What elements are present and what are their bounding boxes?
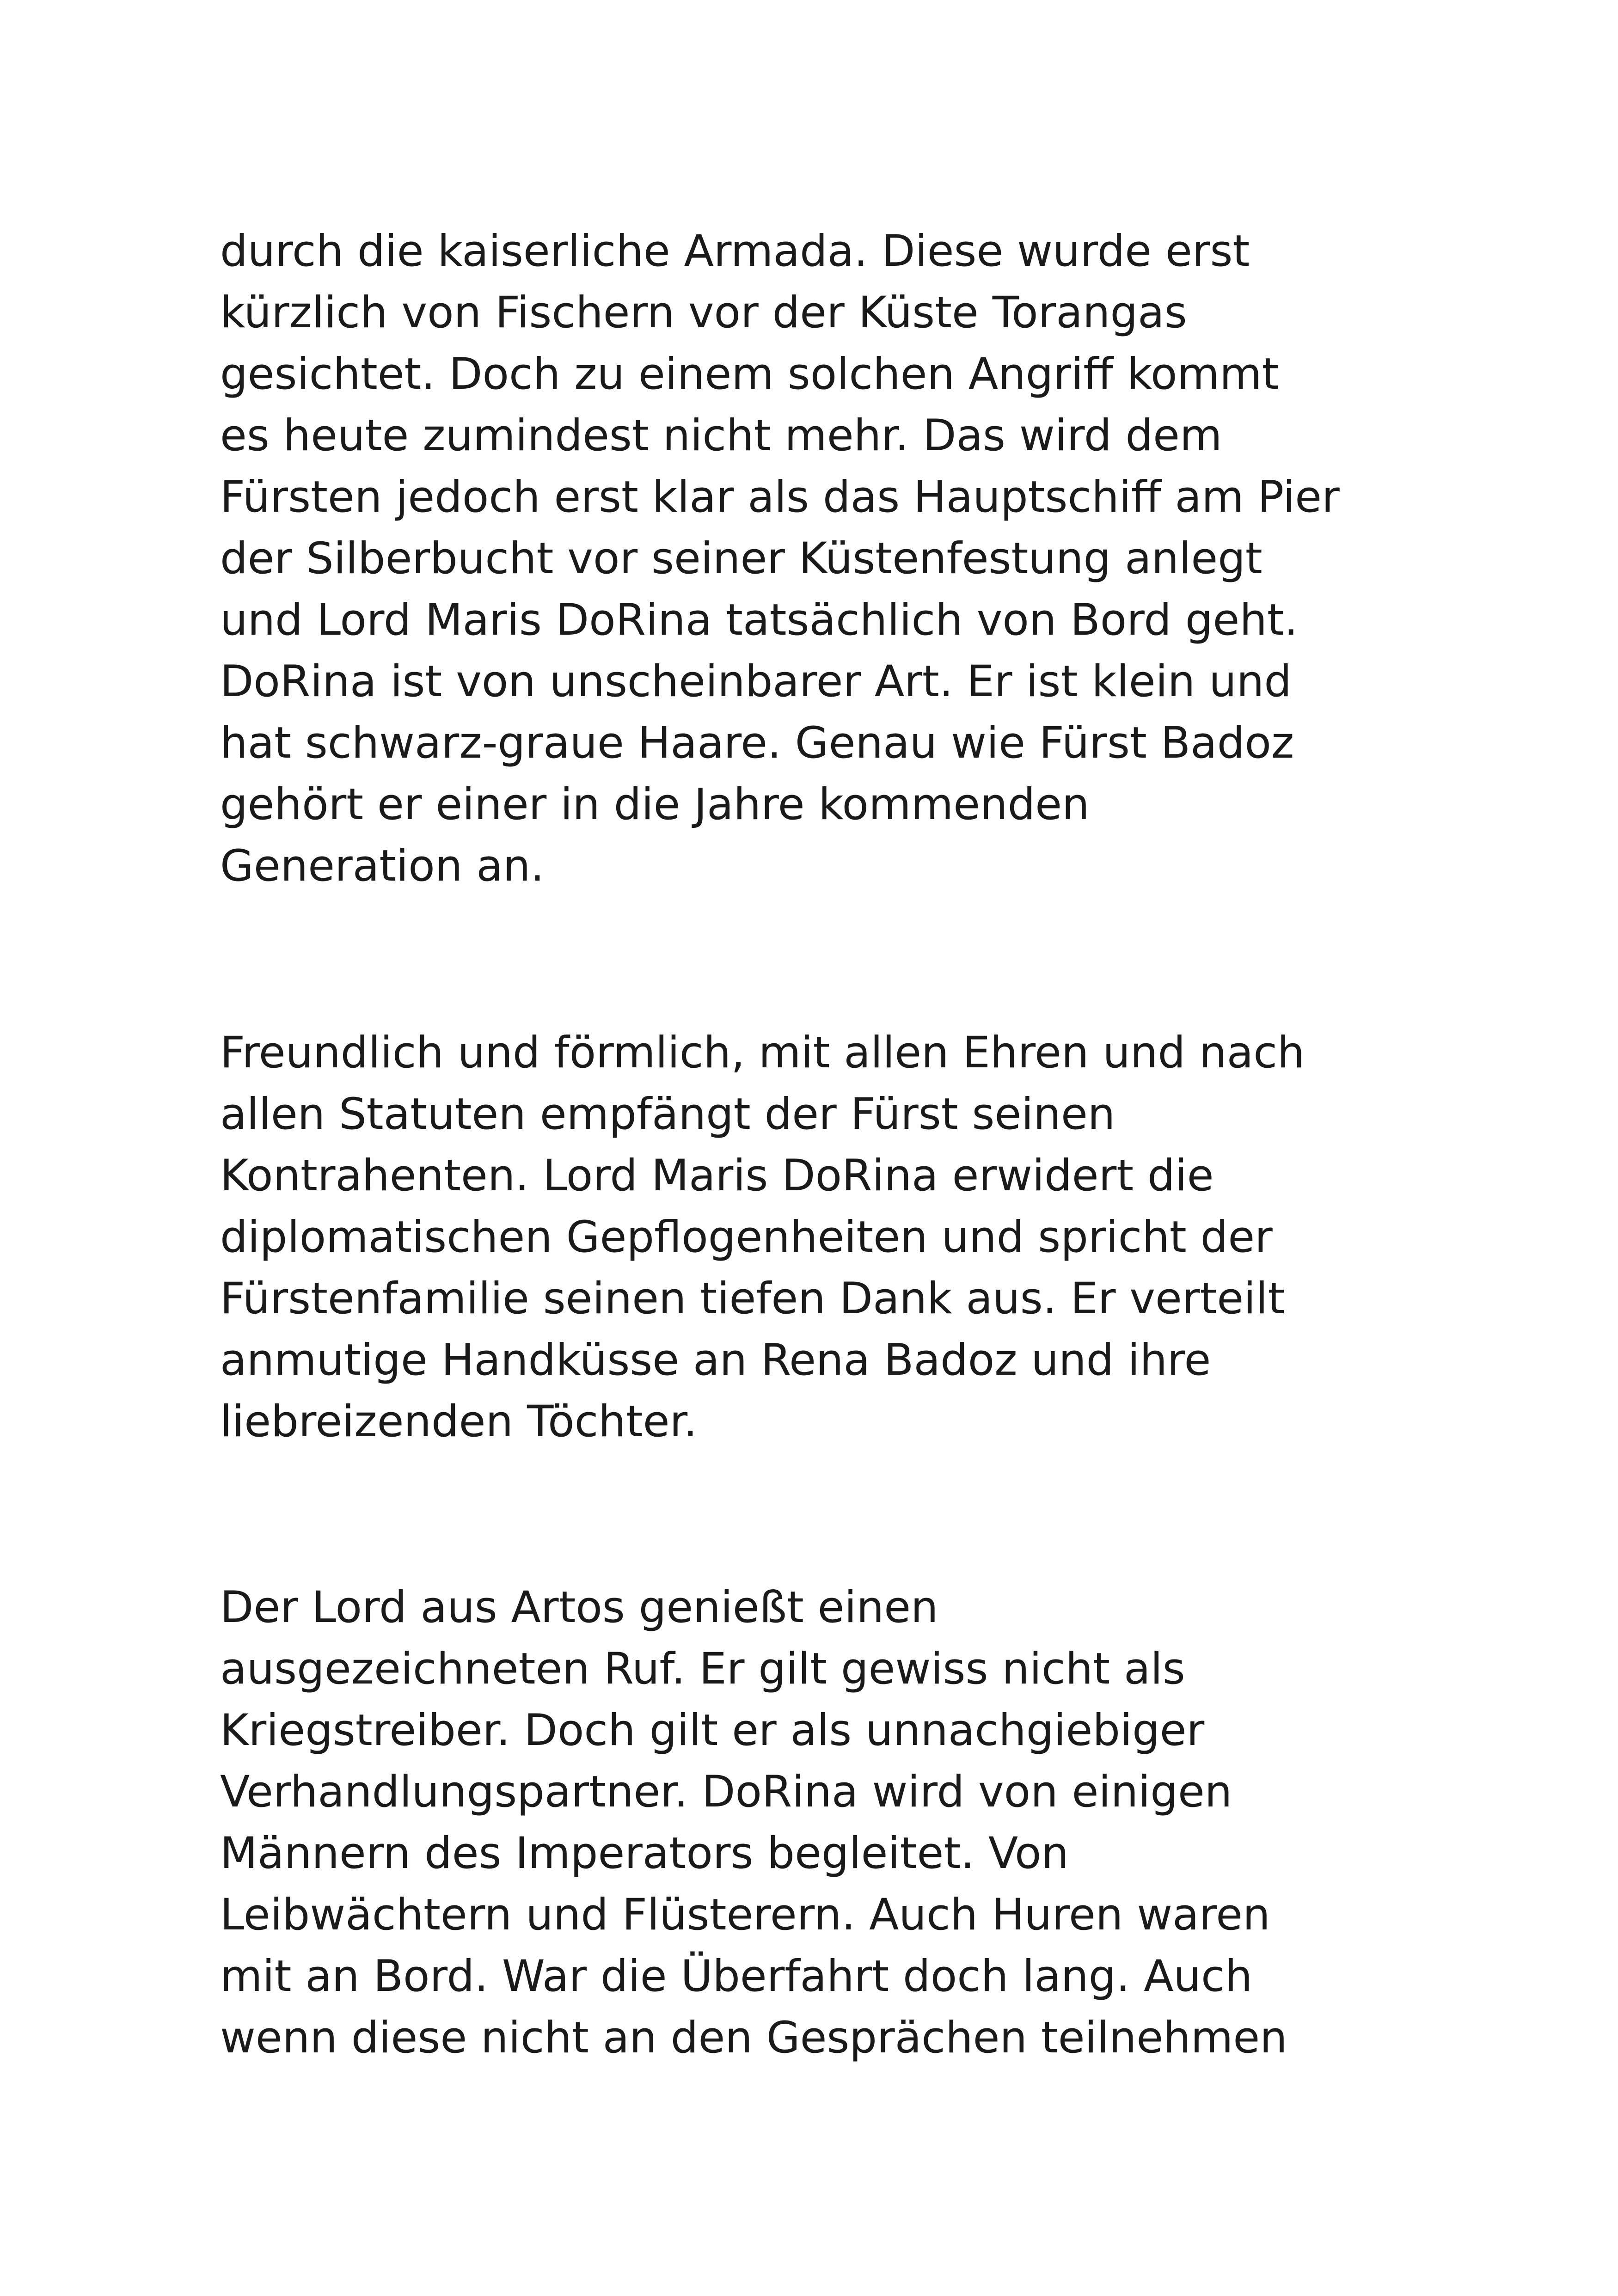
text-line: wenn diese nicht an den Gesprächen teilnehmen <box>220 2013 1287 2063</box>
text-line: Fürstenfamilie seinen tiefen Dank aus. Er verteilt <box>220 1274 1285 1324</box>
text-line: es heute zumindest nicht mehr. Das wird dem <box>220 410 1222 461</box>
text-line: Generation an. <box>220 841 545 891</box>
text-line: hat schwarz-graue Haare. Genau wie Fürst Badoz <box>220 718 1294 768</box>
text-line: allen Statuten empfängt der Fürst seinen <box>220 1089 1115 1139</box>
text-line: der Silberbucht vor seiner Küstenfestung anlegt <box>220 533 1263 584</box>
text-line: Freundlich und förmlich, mit allen Ehren und nach <box>220 1028 1305 1078</box>
text-line: Leibwächtern und Flüsterern. Auch Huren waren <box>220 1890 1270 1940</box>
text-line: ausgezeichneten Ruf. Er gilt gewiss nicht als <box>220 1644 1185 1694</box>
text-line: anmutige Handküsse an Rena Badoz und ihre <box>220 1335 1211 1385</box>
text-line: gehört er einer in die Jahre kommenden <box>220 779 1090 830</box>
text-line: liebreizenden Töchter. <box>220 1396 698 1447</box>
text-line: Der Lord aus Artos genießt einen <box>220 1582 938 1633</box>
paragraph-1 <box>220 220 1584 897</box>
text-line: Kriegstreiber. Doch gilt er als unnachgiebiger <box>220 1705 1205 1756</box>
text-line: gesichtet. Doch zu einem solchen Angriff kommt <box>220 349 1279 399</box>
text-line: kürzlich von Fischern vor der Küste Torangas <box>220 288 1187 338</box>
text-line: Männern des Imperators begleitet. Von <box>220 1828 1069 1879</box>
paragraph-3 <box>220 1577 1584 2069</box>
paragraph-2 <box>220 1022 1584 1452</box>
text-line: durch die kaiserliche Armada. Diese wurde erst <box>220 226 1250 276</box>
text-line: diplomatischen Gepflogenheiten und spricht der <box>220 1212 1273 1262</box>
text-line: und Lord Maris DoRina tatsächlich von Bord geht. <box>220 595 1298 645</box>
text-line: DoRina ist von unscheinbarer Art. Er ist klein und <box>220 656 1292 707</box>
text-line: Kontrahenten. Lord Maris DoRina erwidert die <box>220 1151 1214 1201</box>
text-line: Fürsten jedoch erst klar als das Hauptschiff am Pier <box>220 472 1340 522</box>
text-line: Verhandlungspartner. DoRina wird von einigen <box>220 1767 1232 1817</box>
text-line: mit an Bord. War die Überfahrt doch lang. Auch <box>220 1951 1253 2002</box>
